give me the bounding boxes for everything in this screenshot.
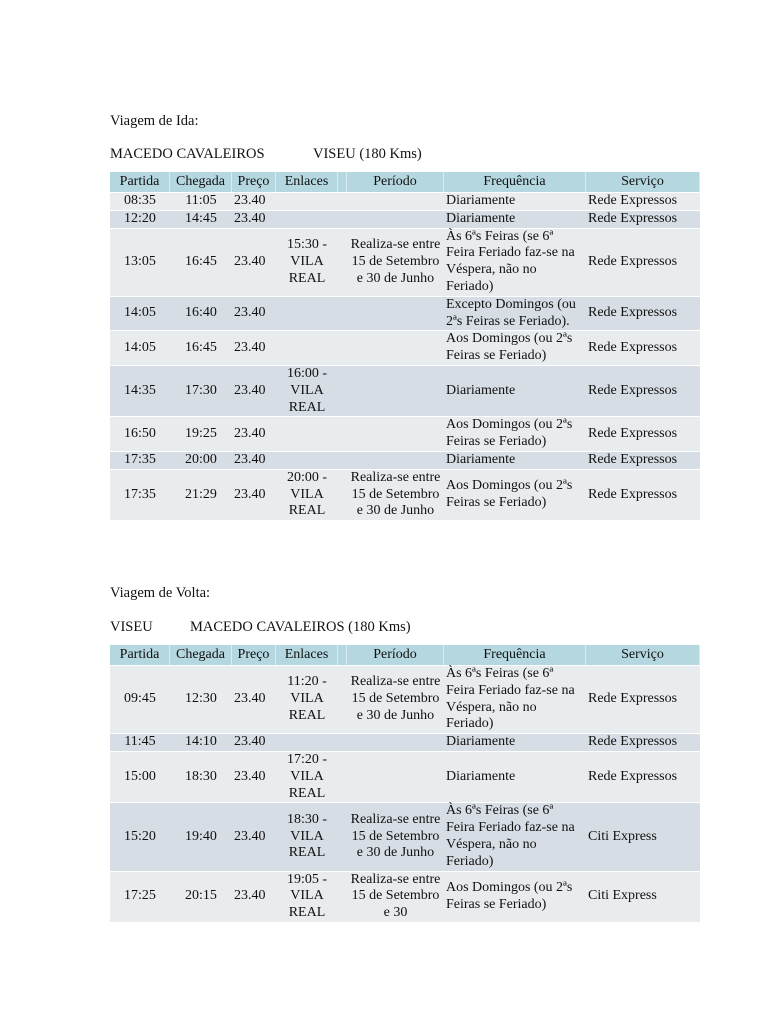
col-spacer-cell [338, 417, 347, 451]
col-partida-cell: 13:05 [110, 229, 170, 296]
col-servico-cell: Rede Expressos [586, 193, 700, 210]
col-servico-cell: Rede Expressos [586, 331, 700, 365]
col-chegada-cell: 19:25 [170, 417, 232, 451]
table-row [110, 366, 700, 416]
col-partida-cell: 15:00 [110, 752, 170, 802]
table-row [110, 803, 700, 870]
col-preco-cell: 23.40 [232, 417, 276, 451]
table-header-row [110, 645, 700, 665]
col-spacer-cell [338, 366, 347, 416]
col-servico-header: Serviço [586, 172, 700, 192]
table-row [110, 734, 700, 751]
col-periodo-cell: Realiza-se entre 15 de Setembro e 30 de Junho [347, 803, 444, 870]
col-partida-cell: 08:35 [110, 193, 170, 210]
col-chegada-cell: 16:45 [170, 331, 232, 365]
col-frequencia-cell: Diariamente [444, 193, 586, 210]
table-row [110, 666, 700, 733]
col-enlaces-cell [276, 734, 338, 751]
outbound-route [110, 146, 422, 163]
col-spacer-cell [338, 229, 347, 296]
return-route [110, 619, 411, 636]
col-chegada-cell: 16:40 [170, 297, 232, 331]
col-preco-cell: 23.40 [232, 211, 276, 228]
col-chegada-cell: 14:10 [170, 734, 232, 751]
col-chegada-cell: 12:30 [170, 666, 232, 733]
col-partida-cell: 15:20 [110, 803, 170, 870]
col-periodo-cell [347, 417, 444, 451]
col-preco-cell: 23.40 [232, 752, 276, 802]
col-spacer-cell [338, 803, 347, 870]
return-heading: Viagem de Volta: [110, 585, 211, 601]
col-partida-cell: 14:05 [110, 297, 170, 331]
col-partida-cell: 17:25 [110, 872, 170, 922]
col-spacer-cell [338, 752, 347, 802]
col-chegada-cell: 11:05 [170, 193, 232, 210]
col-periodo-cell: Realiza-se entre 15 de Setembro e 30 de Junho [347, 666, 444, 733]
table-row [110, 229, 700, 296]
col-partida-cell: 17:35 [110, 452, 170, 469]
col-chegada-header: Chegada [170, 172, 232, 192]
col-spacer-cell [338, 331, 347, 365]
col-preco-cell: 23.40 [232, 229, 276, 296]
table-row [110, 417, 700, 451]
col-chegada-cell: 16:45 [170, 229, 232, 296]
col-enlaces-cell [276, 193, 338, 210]
col-spacer-cell [338, 193, 347, 210]
outbound-timetable [110, 171, 700, 521]
col-frequencia-cell: Diariamente [444, 211, 586, 228]
col-periodo-cell [347, 752, 444, 802]
col-preco-cell: 23.40 [232, 452, 276, 469]
col-servico-cell: Rede Expressos [586, 452, 700, 469]
col-preco-cell: 23.40 [232, 470, 276, 520]
col-spacer-cell [338, 872, 347, 922]
outbound-origin: MACEDO CAVALEIROS [110, 146, 265, 162]
col-enlaces-cell: 15:30 - VILA REAL [276, 229, 338, 296]
col-chegada-cell: 19:40 [170, 803, 232, 870]
table-row [110, 331, 700, 365]
col-periodo-cell [347, 193, 444, 210]
col-periodo-cell [347, 734, 444, 751]
return-timetable [110, 644, 700, 923]
col-enlaces-cell [276, 417, 338, 451]
col-preco-cell: 23.40 [232, 666, 276, 733]
col-chegada-cell: 20:00 [170, 452, 232, 469]
col-preco-cell: 23.40 [232, 803, 276, 870]
col-chegada-cell: 21:29 [170, 470, 232, 520]
col-frequencia-cell: Às 6ªs Feiras (se 6ª Feira Feriado faz-se na Véspera, não no Feriado) [444, 803, 586, 870]
col-partida-header: Partida [110, 172, 170, 192]
col-periodo-cell [347, 297, 444, 331]
return-destination: MACEDO CAVALEIROS (180 Kms) [190, 619, 411, 635]
col-spacer-header [338, 645, 347, 665]
col-frequencia-cell: Às 6ªs Feiras (se 6ª Feira Feriado faz-se na Véspera, não no Feriado) [444, 229, 586, 296]
col-partida-header: Partida [110, 645, 170, 665]
col-frequencia-header: Frequência [444, 645, 586, 665]
col-chegada-cell: 14:45 [170, 211, 232, 228]
table-row [110, 211, 700, 228]
col-enlaces-cell [276, 452, 338, 469]
col-enlaces-cell: 18:30 - VILA REAL [276, 803, 338, 870]
col-spacer-cell [338, 452, 347, 469]
col-periodo-cell [347, 366, 444, 416]
table-header-row [110, 172, 700, 192]
col-frequencia-cell: Aos Domingos (ou 2ªs Feiras se Feriado) [444, 470, 586, 520]
col-preco-cell: 23.40 [232, 872, 276, 922]
col-preco-header: Preço [232, 172, 276, 192]
col-spacer-cell [338, 297, 347, 331]
col-frequencia-cell: Diariamente [444, 366, 586, 416]
col-periodo-header: Período [347, 645, 444, 665]
col-servico-cell: Citi Express [586, 803, 700, 870]
col-frequencia-cell: Diariamente [444, 752, 586, 802]
col-spacer-cell [338, 470, 347, 520]
col-preco-header: Preço [232, 645, 276, 665]
col-servico-cell: Rede Expressos [586, 366, 700, 416]
col-chegada-cell: 18:30 [170, 752, 232, 802]
col-servico-cell: Rede Expressos [586, 229, 700, 296]
col-servico-cell: Rede Expressos [586, 666, 700, 733]
col-spacer-header [338, 172, 347, 192]
col-frequencia-cell: Aos Domingos (ou 2ªs Feiras se Feriado) [444, 331, 586, 365]
col-preco-cell: 23.40 [232, 331, 276, 365]
outbound-heading: Viagem de Ida: [110, 113, 199, 129]
col-servico-cell: Rede Expressos [586, 417, 700, 451]
col-enlaces-header: Enlaces [276, 645, 338, 665]
col-enlaces-cell: 19:05 - VILA REAL [276, 872, 338, 922]
col-servico-cell: Rede Expressos [586, 752, 700, 802]
col-spacer-cell [338, 666, 347, 733]
col-partida-cell: 14:05 [110, 331, 170, 365]
col-preco-cell: 23.40 [232, 734, 276, 751]
col-enlaces-cell: 16:00 - VILA REAL [276, 366, 338, 416]
col-enlaces-cell: 11:20 - VILA REAL [276, 666, 338, 733]
col-enlaces-cell [276, 331, 338, 365]
col-servico-cell: Rede Expressos [586, 211, 700, 228]
table-row [110, 193, 700, 210]
col-partida-cell: 16:50 [110, 417, 170, 451]
col-chegada-header: Chegada [170, 645, 232, 665]
return-origin: VISEU [110, 619, 153, 635]
col-partida-cell: 11:45 [110, 734, 170, 751]
col-partida-cell: 17:35 [110, 470, 170, 520]
col-servico-cell: Citi Express [586, 872, 700, 922]
col-periodo-header: Período [347, 172, 444, 192]
outbound-destination: VISEU (180 Kms) [313, 146, 422, 162]
col-frequencia-cell: Às 6ªs Feiras (se 6ª Feira Feriado faz-se na Véspera, não no Feriado) [444, 666, 586, 733]
col-servico-cell: Rede Expressos [586, 297, 700, 331]
col-partida-cell: 09:45 [110, 666, 170, 733]
col-frequencia-cell: Diariamente [444, 734, 586, 751]
col-periodo-cell: Realiza-se entre 15 de Setembro e 30 de Junho [347, 470, 444, 520]
col-periodo-cell: Realiza-se entre 15 de Setembro e 30 [347, 872, 444, 922]
col-enlaces-cell [276, 297, 338, 331]
col-frequencia-cell: Aos Domingos (ou 2ªs Feiras se Feriado) [444, 872, 586, 922]
col-frequencia-cell: Aos Domingos (ou 2ªs Feiras se Feriado) [444, 417, 586, 451]
table-row [110, 470, 700, 520]
col-chegada-cell: 17:30 [170, 366, 232, 416]
table-row [110, 452, 700, 469]
col-servico-cell: Rede Expressos [586, 470, 700, 520]
col-periodo-cell [347, 452, 444, 469]
table-row [110, 752, 700, 802]
col-partida-cell: 12:20 [110, 211, 170, 228]
col-partida-cell: 14:35 [110, 366, 170, 416]
col-spacer-cell [338, 211, 347, 228]
col-preco-cell: 23.40 [232, 366, 276, 416]
col-enlaces-cell: 17:20 - VILA REAL [276, 752, 338, 802]
col-chegada-cell: 20:15 [170, 872, 232, 922]
col-periodo-cell [347, 211, 444, 228]
col-preco-cell: 23.40 [232, 193, 276, 210]
col-periodo-cell: Realiza-se entre 15 de Setembro e 30 de Junho [347, 229, 444, 296]
table-row [110, 872, 700, 922]
col-spacer-cell [338, 734, 347, 751]
col-frequencia-cell: Excepto Domingos (ou 2ªs Feiras se Feriado). [444, 297, 586, 331]
col-periodo-cell [347, 331, 444, 365]
col-enlaces-cell [276, 211, 338, 228]
col-servico-cell: Rede Expressos [586, 734, 700, 751]
table-row [110, 297, 700, 331]
col-servico-header: Serviço [586, 645, 700, 665]
col-frequencia-header: Frequência [444, 172, 586, 192]
col-preco-cell: 23.40 [232, 297, 276, 331]
col-enlaces-header: Enlaces [276, 172, 338, 192]
col-frequencia-cell: Diariamente [444, 452, 586, 469]
col-enlaces-cell: 20:00 - VILA REAL [276, 470, 338, 520]
